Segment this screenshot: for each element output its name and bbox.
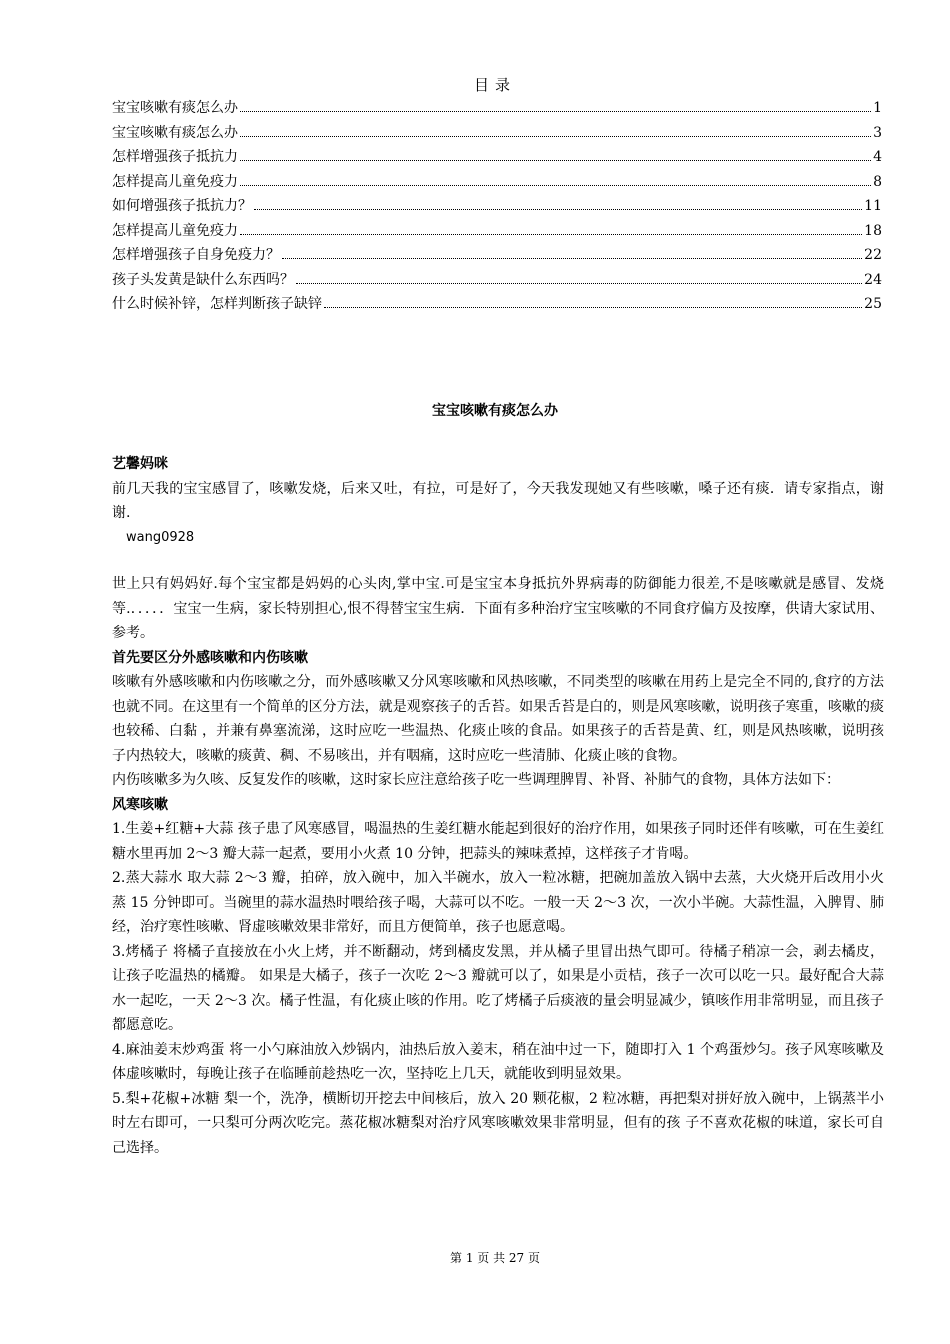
toc-entry-page: 4: [873, 149, 882, 165]
question-paragraph: 前几天我的宝宝感冒了，咳嗽发烧，后来又吐，有拉，可是好了，今天我发现她又有些咳嗽，嗓子还有痰．请专家指点，谢谢.: [112, 480, 884, 521]
remedy-item: 1.生姜+红糖+大蒜 孩子患了风寒感冒，喝温热的生姜红糖水能起到很好的治疗作用，如果孩子同时还伴有咳嗽，可在生姜红糖水里再加 2～3 瓣大蒜一起煮，要用小火煮 10 分钟，把蒜头的辣味煮掉，这样孩子才肯喝。: [112, 821, 884, 862]
toc-entry-title: 宝宝咳嗽有痰怎么办: [112, 100, 238, 116]
toc-entry-title: 怎样增强孩子自身免疫力？: [112, 247, 280, 263]
remedy-item: 2.蒸大蒜水 取大蒜 2～3 瓣，拍碎，放入碗中，加入半碗水，放入一粒冰糖，把碗加盖放入锅中去蒸，大火烧开后改用小火蒸 15 分钟即可。当碗里的蒜水温热时喂给孩子喝，大蒜可以不吃。一般一天 2～3 次，一次小半碗。大蒜性温，入脾胃、肺经，治疗寒性咳嗽、肾虚咳嗽效果非常好，而且方便简单，孩子也愿意喝。: [112, 870, 884, 935]
toc-leader-dots: [240, 111, 871, 112]
toc-entry-title: 怎样增强孩子抵抗力: [112, 149, 238, 165]
toc-entry[interactable]: [112, 269, 882, 294]
toc-entry-page: 1: [873, 100, 882, 116]
toc-entry[interactable]: [112, 220, 882, 245]
section-heading: 风寒咳嗽: [112, 796, 168, 813]
toc-leader-dots: [324, 307, 862, 308]
toc-entry[interactable]: [112, 97, 882, 122]
toc-entry[interactable]: [112, 244, 882, 269]
toc-entry-page: 3: [873, 124, 882, 141]
toc-leader-dots: [282, 258, 862, 259]
toc-entry[interactable]: [112, 122, 882, 147]
toc-leader-dots: [240, 185, 871, 186]
intro-paragraph: 世上只有妈妈好.每个宝宝都是妈妈的心头肉,掌中宝.可是宝宝本身抵抗外界病毒的防御能力很差,不是咳嗽就是感冒、发烧等.．．．．．宝宝一生病，家长特别担心,恨不得替宝宝生病．下面有多种治疗宝宝咳嗽的不同食疗偏方及按摩，供请大家试用、参考。: [112, 576, 884, 641]
toc-entry-title: 如何增强孩子抵抗力？: [112, 198, 252, 214]
toc-entry[interactable]: [112, 195, 882, 220]
toc-title: 目录: [473, 76, 516, 94]
reply-author-name: wang0928: [126, 529, 195, 545]
toc-entry-title: 孩子头发黄是缺什么东西吗？: [112, 271, 294, 288]
toc-leader-dots: [240, 234, 862, 235]
table-of-contents: [112, 97, 882, 318]
toc-entry[interactable]: [112, 293, 882, 318]
toc-entry-page: 25: [864, 296, 882, 312]
toc-entry-title: 怎样提高儿童免疫力: [112, 222, 238, 239]
remedy-item: 5.梨+花椒+冰糖 梨一个，洗净，横断切开挖去中间核后，放入 20 颗花椒，2 粒冰糖，再把梨对拼好放入碗中，上锅蒸半小时左右即可，一只梨可分两次吃完。蒸花椒冰糖梨对治疗风寒咳嗽效果非常明显，但有的孩 子不喜欢花椒的味道，家长可自己选择。: [112, 1090, 884, 1156]
toc-entry[interactable]: [112, 171, 882, 196]
toc-entry-page: 11: [864, 198, 882, 214]
remedy-item: 4.麻油姜末炒鸡蛋 将一小勺麻油放入炒锅内，油热后放入姜末，稍在油中过一下，随即打入 1 个鸡蛋炒匀。孩子风寒咳嗽及体虚咳嗽时，每晚让孩子在临睡前趁热吃一次，坚持吃上几天，就能收到明显效果。: [112, 1041, 884, 1082]
toc-entry-page: 8: [873, 173, 882, 190]
page-footer: 第 1 页 共 27 页: [450, 1251, 540, 1265]
body-paragraph: 咳嗽有外感咳嗽和内伤咳嗽之分，而外感咳嗽又分风寒咳嗽和风热咳嗽，不同类型的咳嗽在用药上是完全不同的,食疗的方法也就不同。在这里有一个简单的区分方法，就是观察孩子的舌苔。如果舌苔是白的，则是风寒咳嗽，说明孩子寒重，咳嗽的痰也较稀、白黏 ，并兼有鼻塞流涕，这时应吃一些温热、化痰止咳的食品。如果孩子的舌苔是黄、红，则是风热咳嗽，说明孩子内热较大，咳嗽的痰黄、稠、不易咳出，并有咽痛，这时应吃一些清肺、化痰止咳的食物。: [112, 674, 884, 764]
toc-entry-title: 宝宝咳嗽有痰怎么办: [112, 124, 238, 141]
article-body: [112, 452, 884, 1160]
toc-leader-dots: [296, 283, 862, 284]
toc-entry-page: 18: [864, 222, 882, 239]
author-name: 艺馨妈咪: [112, 456, 168, 472]
remedy-item: 3.烤橘子 将橘子直接放在小火上烤，并不断翻动，烤到橘皮发黑，并从橘子里冒出热气即可。待橘子稍凉一会，剥去橘皮，让孩子吃温热的橘瓣。 如果是大橘子，孩子一次吃 2～3 瓣就可以了，如果是小贡桔，孩子一次可以吃一只。最好配合大蒜水一起吃，一天 2～3 次。橘子性温，有化痰止咳的作用。吃了烤橘子后痰液的量会明显减少，镇咳作用非常明显，而且孩子都愿意吃。: [112, 943, 884, 1033]
spacer: [112, 550, 884, 572]
article-title: 宝宝咳嗽有痰怎么办: [432, 403, 558, 419]
toc-leader-dots: [240, 136, 871, 137]
toc-leader-dots: [240, 160, 871, 161]
section-heading: 首先要区分外感咳嗽和内伤咳嗽: [112, 649, 308, 666]
toc-entry-page: 24: [864, 271, 882, 288]
toc-entry[interactable]: [112, 146, 882, 171]
toc-entry-title: 怎样提高儿童免疫力: [112, 173, 238, 190]
body-paragraph: 内伤咳嗽多为久咳、反复发作的咳嗽，这时家长应注意给孩子吃一些调理脾胃、补肾、补肺气的食物，具体方法如下：: [112, 772, 840, 788]
toc-entry-title: 什么时候补锌，怎样判断孩子缺锌: [112, 296, 322, 312]
toc-entry-page: 22: [864, 247, 882, 263]
toc-leader-dots: [254, 209, 862, 210]
